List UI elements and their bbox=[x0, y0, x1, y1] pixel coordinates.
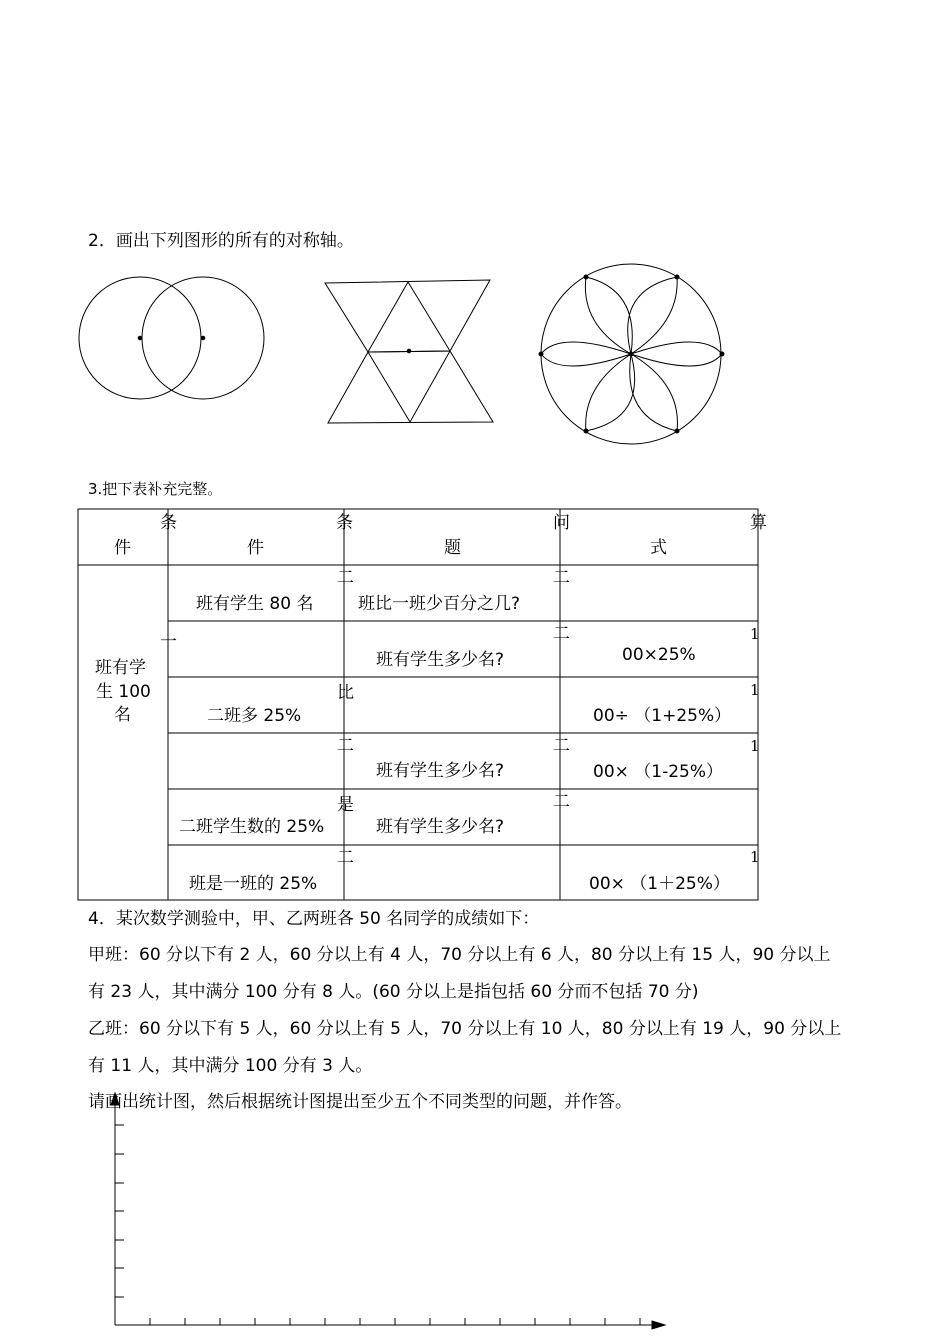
question-3-title: 3.把下表补充完整。 bbox=[88, 480, 223, 498]
row3-formula: 00÷ （1+25%） bbox=[593, 706, 732, 726]
flower-circle-figure bbox=[539, 264, 724, 444]
row6-lead: 1 bbox=[750, 848, 760, 866]
mark-er-7: 二 bbox=[337, 848, 354, 868]
question-2-title: 2．画出下列图形的所有的对称轴。 bbox=[88, 231, 354, 251]
class-a-line1: 甲班：60 分以下有 2 人，60 分以上有 4 人，70 分以上有 6 人，80 分以上有 15 人，90 分以上 bbox=[88, 945, 831, 965]
header-tiao-1: 条 bbox=[160, 513, 177, 533]
row1-condition: 班有学生 80 名 bbox=[196, 594, 314, 614]
class-b-line2: 有 11 人，其中满分 100 分有 3 人。 bbox=[88, 1056, 373, 1076]
header-jian-1: 件 bbox=[114, 538, 131, 558]
row3-lead: 1 bbox=[750, 681, 760, 699]
two-circles-figure bbox=[79, 277, 264, 399]
row4-lead: 1 bbox=[750, 737, 760, 755]
header-shi: 式 bbox=[650, 538, 667, 558]
header-ti: 题 bbox=[444, 538, 461, 558]
row5-question: 班有学生多少名? bbox=[376, 817, 505, 837]
mark-yi: 一 bbox=[160, 632, 177, 652]
header-tiao-2: 条 bbox=[336, 513, 353, 533]
question-4-title: 4．某次数学测验中，甲、乙两班各 50 名同学的成绩如下： bbox=[88, 909, 540, 929]
mark-er-3: 二 bbox=[553, 624, 570, 644]
row1-question: 班比一班少百分之几? bbox=[358, 594, 521, 614]
row6-condition: 班是一班的 25% bbox=[189, 874, 318, 894]
class-b-line1: 乙班：60 分以下有 5 人，60 分以上有 5 人，70 分以上有 10 人，80 分以上有 19 人，90 分以上 bbox=[88, 1019, 842, 1039]
row2-question: 班有学生多少名? bbox=[376, 650, 505, 670]
mark-er-1: 二 bbox=[337, 568, 354, 588]
left-cell-line3: 名 bbox=[114, 705, 131, 725]
mark-er-2: 二 bbox=[553, 568, 570, 588]
header-wen: 问 bbox=[553, 513, 570, 533]
row4-question: 班有学生多少名? bbox=[376, 761, 505, 781]
mark-shi: 是 bbox=[337, 795, 354, 815]
row2-formula: 00×25% bbox=[622, 645, 696, 665]
mark-er-5: 二 bbox=[553, 736, 570, 756]
hourglass-triangles-figure bbox=[325, 280, 493, 423]
left-cell-line1: 班有学 bbox=[95, 658, 146, 678]
left-cell-line2: 生 100 bbox=[96, 682, 151, 702]
mark-er-6: 二 bbox=[553, 792, 570, 812]
row3-condition: 二班多 25% bbox=[207, 706, 302, 726]
mark-er-4: 二 bbox=[337, 736, 354, 756]
header-jian-2: 件 bbox=[247, 538, 264, 558]
blank-chart-axes bbox=[111, 1093, 665, 1329]
row5-condition: 二班学生数的 25% bbox=[179, 817, 325, 837]
header-suan: 算 bbox=[750, 513, 767, 533]
row2-lead: 1 bbox=[750, 625, 760, 643]
row6-formula: 00× （1＋25%） bbox=[589, 874, 730, 894]
class-a-line2: 有 23 人，其中满分 100 分有 8 人。(60 分以上是指包括 60 分而不包括 70 分) bbox=[88, 982, 699, 1002]
row4-formula: 00× （1-25%） bbox=[593, 762, 724, 782]
mark-bi: 比 bbox=[337, 683, 354, 703]
chart-instruction: 请画出统计图，然后根据统计图提出至少五个不同类型的问题，并作答。 bbox=[88, 1092, 632, 1112]
